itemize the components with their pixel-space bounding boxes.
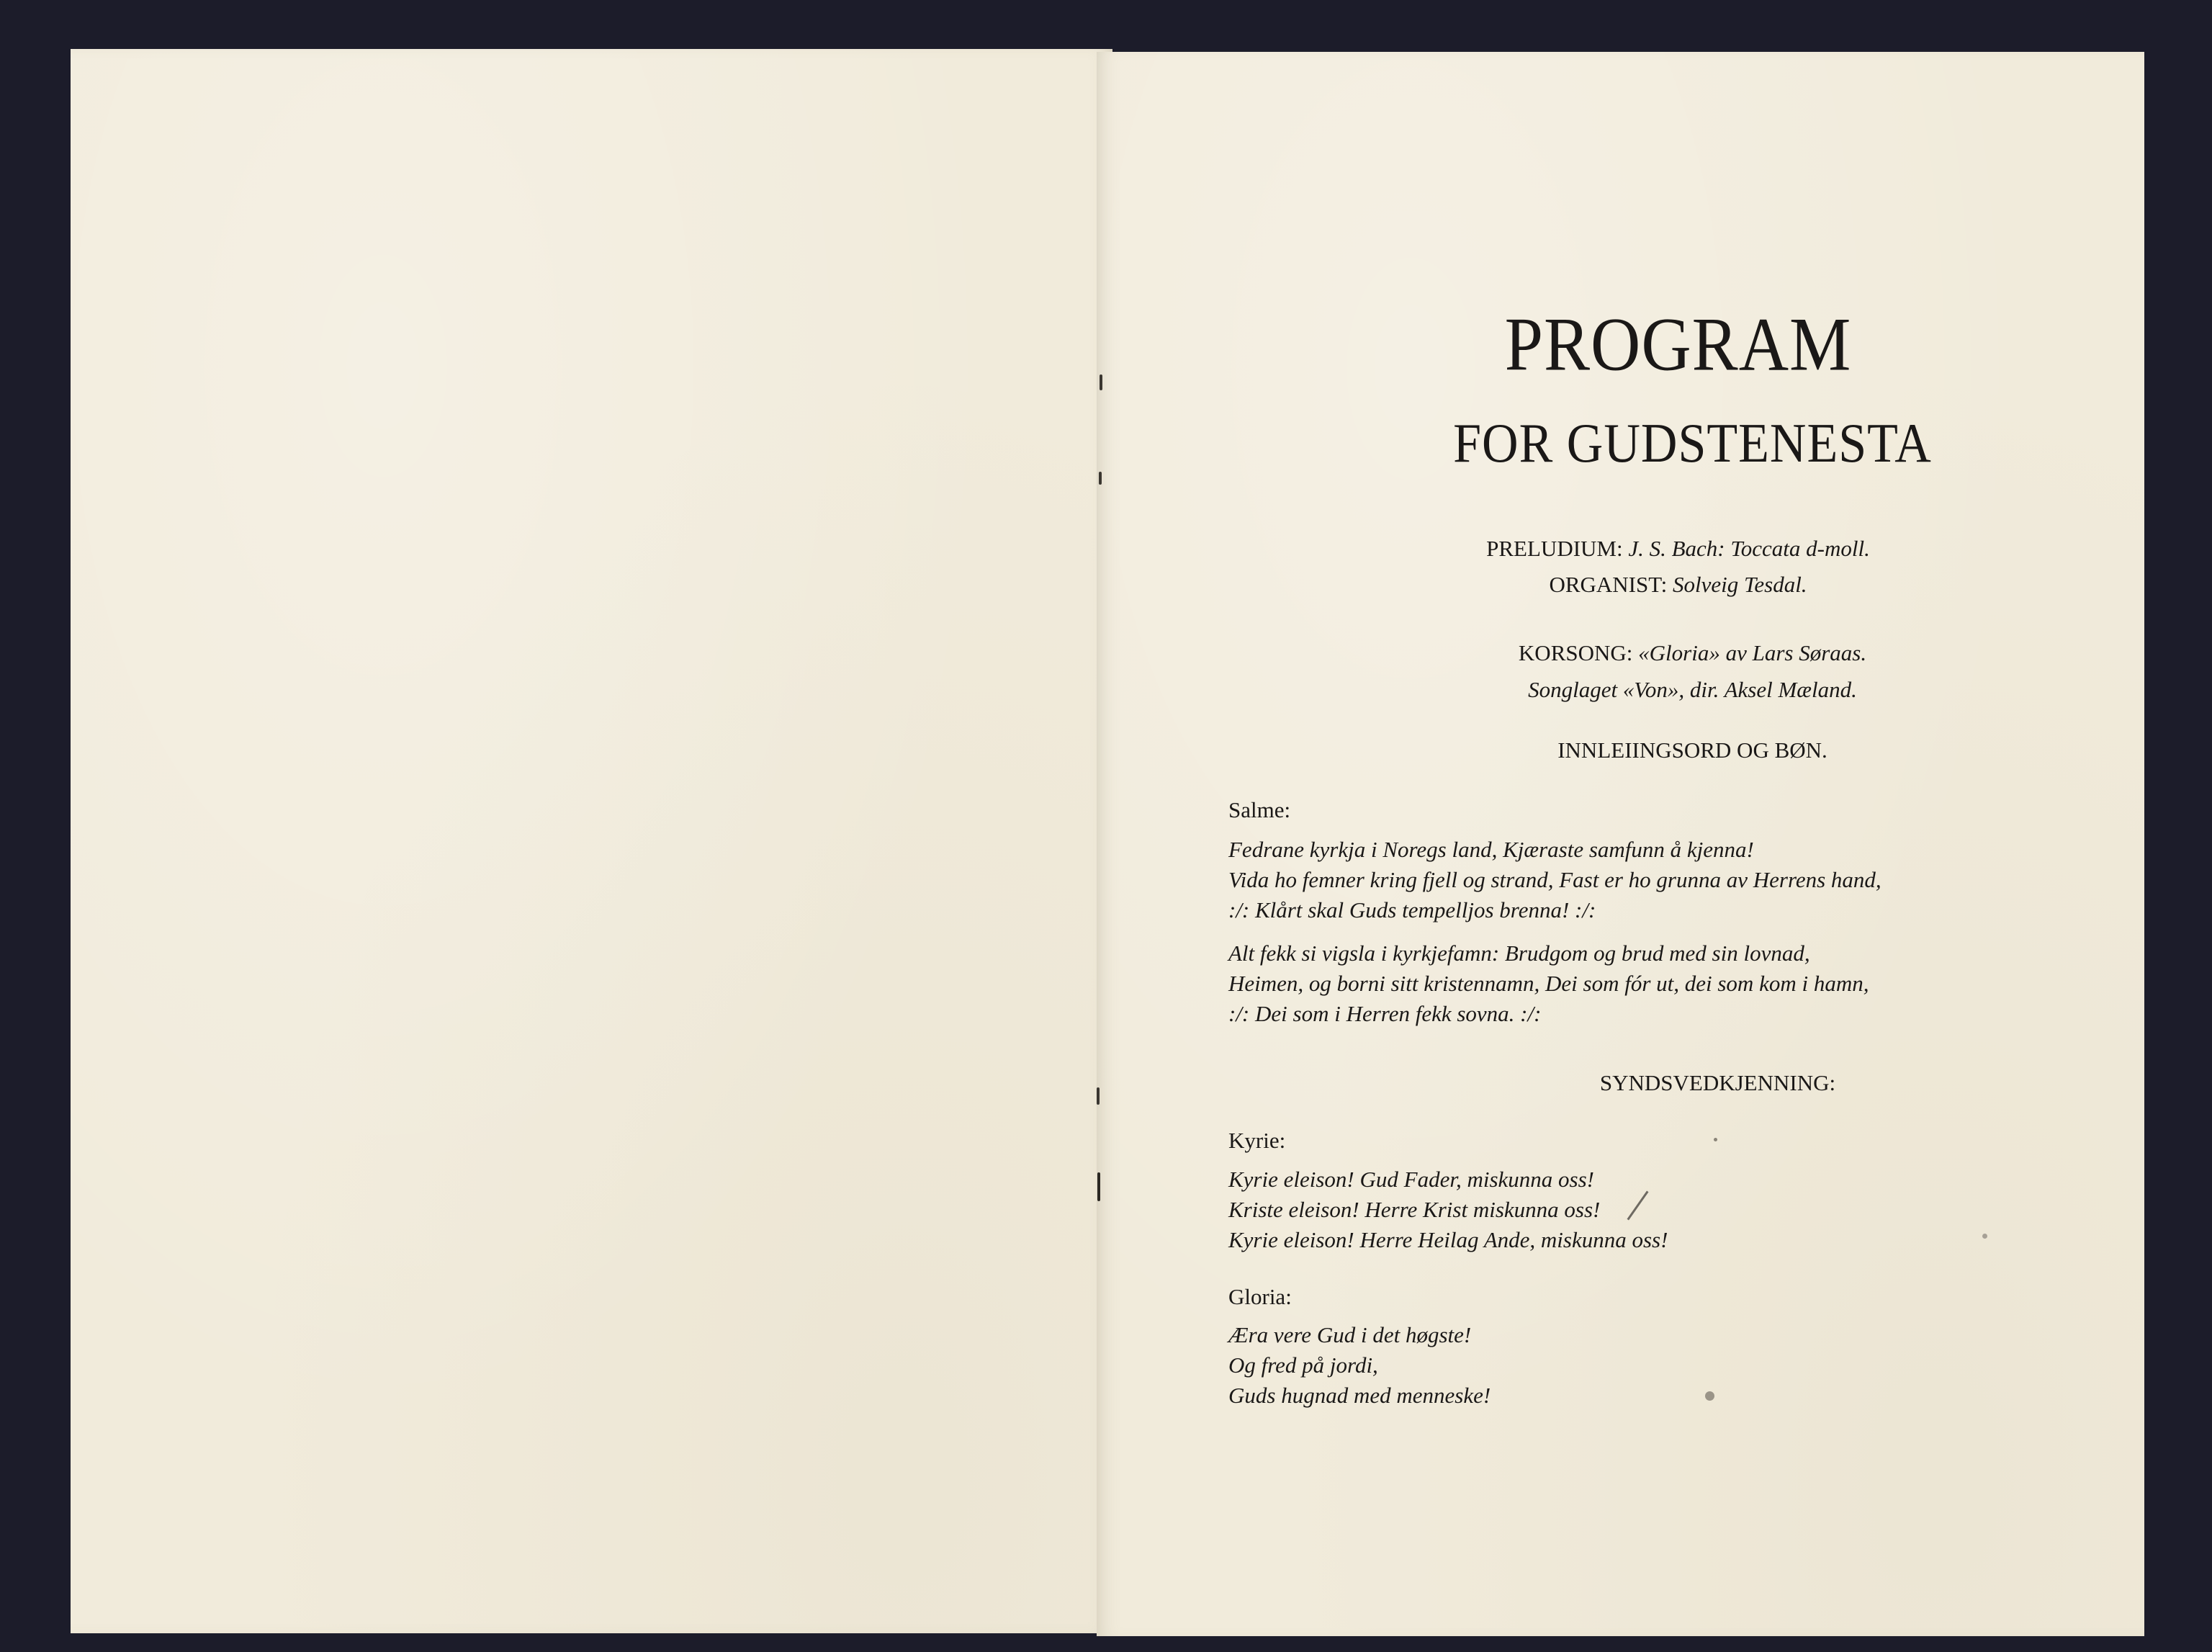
left-page [71, 49, 1112, 1633]
kyrie-line2: Kriste eleison! Herre Krist miskunna oss! [1228, 1197, 1601, 1222]
songlaget-line: Songlaget «Von», dir. Aksel Mæland. [1528, 677, 1857, 702]
syndsvedkjenning-heading: SYNDSVEDKJENNING: [1599, 1070, 1836, 1095]
paper-speck [1982, 1234, 1987, 1239]
program-title: PROGRAM [1504, 301, 1852, 387]
innleiingsord-heading: INNLEIINGSORD OG BØN. [1557, 737, 1827, 763]
kyrie-line3: Kyrie eleison! Herre Heilag Ande, miskunna oss! [1228, 1227, 1668, 1252]
salme-label: Salme: [1228, 797, 1291, 822]
korsong-text: «Gloria» av Lars Søraas. [1638, 640, 1867, 665]
salme-verse1-line3: :/: Klårt skal Guds tempelljos brenna! :/: [1228, 897, 1596, 922]
salme-verse1-line1: Fedrane kyrkja i Noregs land, Kjæraste samfunn å kjenna! [1228, 837, 1754, 862]
paper-speck [1714, 1138, 1717, 1141]
salme-verse2-line2: Heimen, og borni sitt kristennamn, Dei som fór ut, dei som kom i hamn, [1228, 971, 1869, 996]
stitch-mark [1100, 374, 1102, 390]
stitch-mark [1097, 1087, 1100, 1105]
salme-verse2-line1: Alt fekk si vigsla i kyrkjefamn: Brudgom og brud med sin lovnad, [1228, 941, 1810, 966]
kyrie-label: Kyrie: [1228, 1128, 1286, 1153]
program-subtitle: FOR GUDSTENESTA [1453, 413, 1932, 475]
salme-verse2-line3: :/: Dei som i Herren fekk sovna. :/: [1228, 1001, 1542, 1026]
gloria-line1: Æra vere Gud i det høgste! [1228, 1322, 1472, 1347]
organist-line [1097, 570, 2144, 599]
organist-text: Solveig Tesdal. [1672, 572, 1807, 597]
stitch-mark [1097, 1172, 1100, 1201]
korsong-label: KORSONG: [1518, 640, 1633, 665]
kyrie-line1: Kyrie eleison! Gud Fader, miskunna oss! [1228, 1167, 1594, 1192]
preludium-text: J. S. Bach: Toccata d-moll. [1628, 536, 1870, 561]
paper-speck [1705, 1391, 1714, 1401]
gloria-label: Gloria: [1228, 1284, 1292, 1309]
program-content [1097, 52, 2144, 1636]
gloria-line2: Og fred på jordi, [1228, 1352, 1378, 1378]
gloria-line3: Guds hugnad med menneske! [1228, 1383, 1491, 1408]
right-page [1097, 52, 2144, 1636]
preludium-label: PRELUDIUM: [1486, 536, 1623, 561]
pen-mark [1627, 1190, 1649, 1220]
stitch-mark [1099, 472, 1102, 485]
salme-verse1-line2: Vida ho femner kring fjell og strand, Fast er ho grunna av Herrens hand, [1228, 867, 1881, 892]
preludium-line [1097, 534, 2144, 563]
korsong-line [1097, 639, 2144, 668]
organist-label: ORGANIST: [1549, 572, 1668, 597]
